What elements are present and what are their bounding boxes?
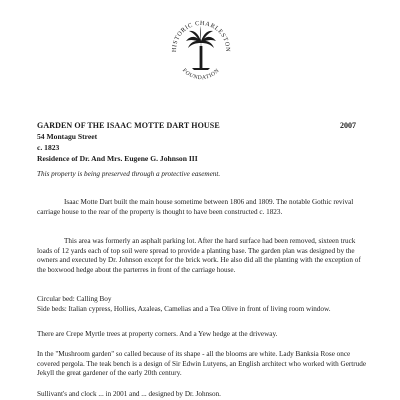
paragraph-cutoff: Sullivant's and clock ... in 2001 and ... designed by Dr. Johnson. bbox=[37, 390, 221, 398]
paragraph-beds: Circular bed: Calling Boy Side beds: Italian cypress, Hollies, Azaleas, Camelias and a Tea Olive in front of living room window. bbox=[37, 295, 331, 313]
document-title: GARDEN OF THE ISAAC MOTTE DART HOUSE bbox=[37, 121, 220, 130]
paragraph-trees: There are Crepe Myrtle trees at property corners. And a Yew hedge at the driveway. bbox=[37, 330, 278, 338]
paragraph-mushroom-garden: In the "Mushroom garden" so called because of its shape - all the blooms are white. Lady Banksia Rose once covered pergola. The teak bench is a design of Sir Edwin Lutyens, an English architect who worked with Gertrude Jekyll the great gardener of the early 20th century. bbox=[37, 350, 367, 378]
palmetto-seal-icon bbox=[168, 10, 234, 98]
paragraph-garden-plan: This area was formerly an asphalt parking lot. After the hard surface had been removed, sixteen truck loads of 12 yards each of top soil were spread to provide a planting base. The garden plan was designed by the owners and executed by Dr. Johnson except for the brick work. He also did all the planting with the exception of the boxwood hedge about the parterres in front of the carriage house. bbox=[37, 237, 361, 274]
residence-line: Residence of Dr. And Mrs. Eugene G. Johnson III bbox=[37, 154, 198, 163]
construction-date: c. 1823 bbox=[37, 143, 60, 152]
historic-charleston-foundation-seal bbox=[168, 10, 234, 98]
seal-bottom-text: FOUNDATION bbox=[180, 67, 222, 82]
document-year: 2007 bbox=[340, 121, 356, 130]
easement-note: This property is being preserved through a protective easement. bbox=[37, 170, 221, 178]
street-address: 54 Montagu Street bbox=[37, 132, 98, 141]
seal-top-text: HISTORIC CHARLESTON bbox=[170, 19, 232, 53]
paragraph-history: Isaac Motte Dart built the main house sometime between 1806 and 1809. The notable Gothic revival carriage house to the rear of the property is thought to have been constructed c. 1823. bbox=[37, 198, 354, 216]
